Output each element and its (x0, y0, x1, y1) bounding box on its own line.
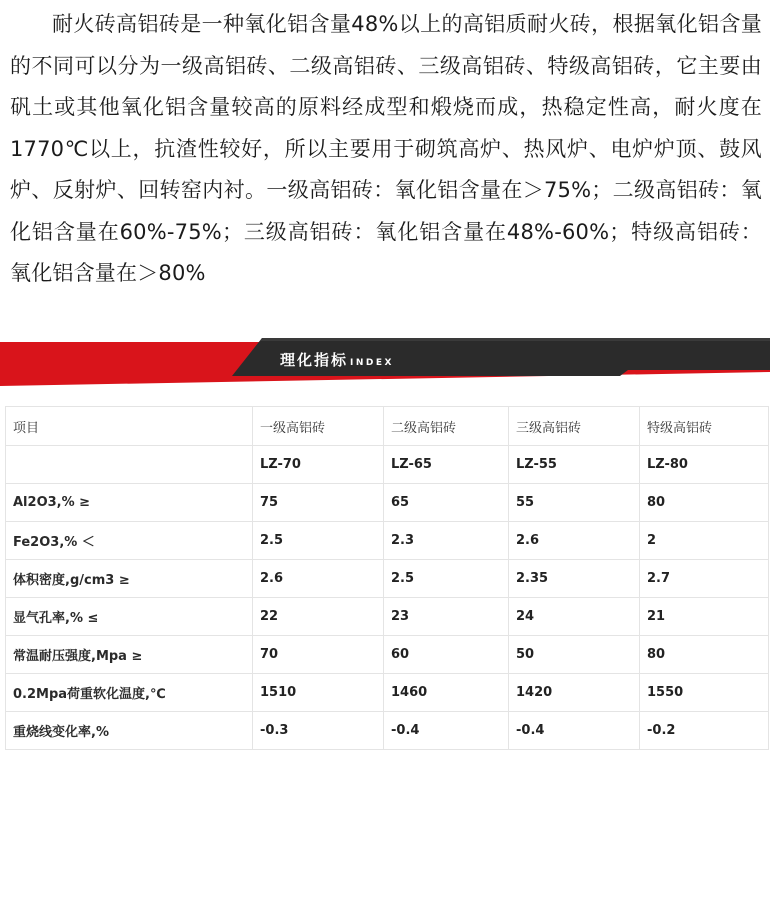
section-banner (0, 338, 770, 386)
table-row (6, 712, 769, 750)
table-row (6, 522, 769, 560)
intro-paragraph: 耐火砖高铝砖是一种氧化铝含量48%以上的高铝质耐火砖，根据氧化铝含量的不同可以分为一级高铝砖、二级高铝砖、三级高铝砖、特级高铝砖，它主要由矾土或其他氧化铝含量较高的原料经成型和煅烧而成，热稳定性高，耐火度在1770℃以上，抗渣性较好，所以主要用于砌筑高炉、热风炉、电炉炉顶、鼓风炉、反射炉、回转窑内衬。一级高铝砖：氧化铝含量在＞75%；二级高铝砖：氧化铝含量在60%-75%；三级高铝砖：氧化铝含量在48%-60%；特级高铝砖：氧化铝含量在＞80% (10, 12, 762, 285)
grade-row (6, 446, 769, 484)
header-cell: 二级高铝砖 (384, 407, 509, 446)
grade-cell: LZ-70 (253, 446, 384, 484)
grade-cell: LZ-55 (509, 446, 640, 484)
header-cell: 特级高铝砖 (640, 407, 769, 446)
grade-cell: LZ-80 (640, 446, 769, 484)
table-row (6, 598, 769, 636)
row-value: 50 (509, 636, 640, 674)
properties-table (5, 406, 769, 750)
row-label: Fe2O3,% ＜ (6, 522, 253, 560)
row-value: 2.5 (253, 522, 384, 560)
row-label: 常温耐压强度,Mpa ≥ (6, 636, 253, 674)
row-value: 22 (253, 598, 384, 636)
table-row (6, 484, 769, 522)
row-value: 60 (384, 636, 509, 674)
grade-cell: LZ-65 (384, 446, 509, 484)
row-value: 75 (253, 484, 384, 522)
row-value: 2.3 (384, 522, 509, 560)
row-value: 2.6 (253, 560, 384, 598)
table-header-row (6, 407, 769, 446)
properties-table-wrap (5, 406, 768, 750)
banner-title (280, 349, 394, 370)
row-value: 1420 (509, 674, 640, 712)
row-value: 70 (253, 636, 384, 674)
row-value: 24 (509, 598, 640, 636)
row-label: 0.2Mpa荷重软化温度,℃ (6, 674, 253, 712)
table-row (6, 674, 769, 712)
row-value: 2.35 (509, 560, 640, 598)
row-label: 重烧线变化率,% (6, 712, 253, 750)
banner-title-text: 理化指标 (280, 351, 349, 369)
row-value: 2 (640, 522, 769, 560)
row-value: -0.4 (509, 712, 640, 750)
row-value: -0.3 (253, 712, 384, 750)
grade-cell (6, 446, 253, 484)
row-label: Al2O3,% ≥ (6, 484, 253, 522)
banner-subtitle: INDEX (350, 358, 394, 368)
row-value: 55 (509, 484, 640, 522)
row-value: 21 (640, 598, 769, 636)
row-value: -0.2 (640, 712, 769, 750)
row-value: 1510 (253, 674, 384, 712)
row-value: -0.4 (384, 712, 509, 750)
row-value: 80 (640, 484, 769, 522)
row-label: 体积密度,g/cm3 ≥ (6, 560, 253, 598)
row-value: 80 (640, 636, 769, 674)
header-cell: 三级高铝砖 (509, 407, 640, 446)
row-value: 65 (384, 484, 509, 522)
row-value: 2.6 (509, 522, 640, 560)
row-value: 23 (384, 598, 509, 636)
row-value: 1550 (640, 674, 769, 712)
header-cell: 项目 (6, 407, 253, 446)
row-value: 1460 (384, 674, 509, 712)
row-label: 显气孔率,% ≤ (6, 598, 253, 636)
row-value: 2.5 (384, 560, 509, 598)
table-row (6, 636, 769, 674)
header-cell: 一级高铝砖 (253, 407, 384, 446)
row-value: 2.7 (640, 560, 769, 598)
table-row (6, 560, 769, 598)
